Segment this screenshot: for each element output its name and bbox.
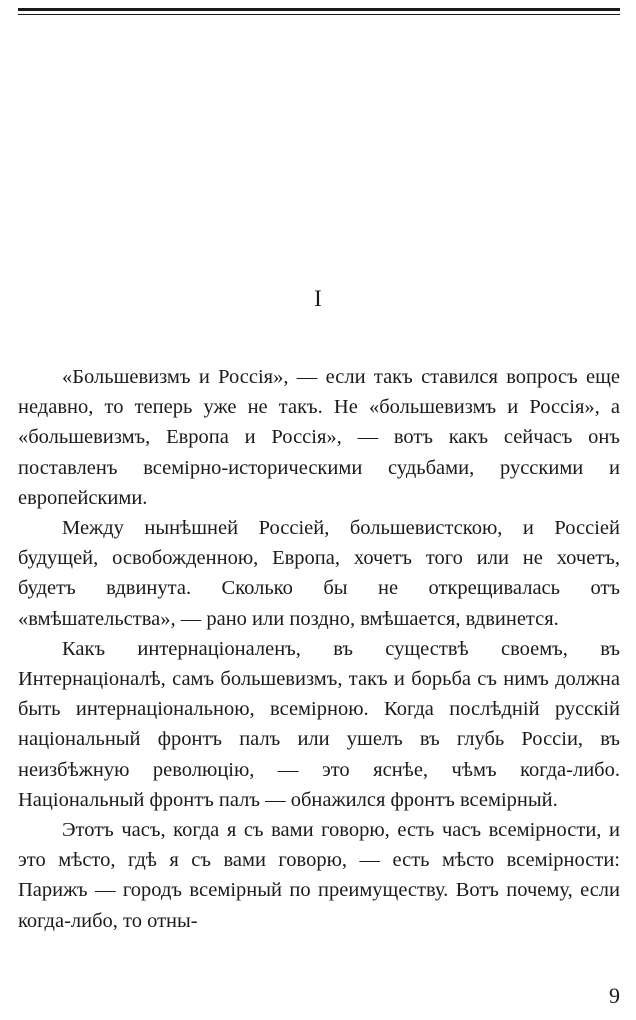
page-number: 9 — [609, 983, 620, 1008]
paragraph-2: Между нынѣшней Россіей, большевистскою, и Россіей будущей, освобожденною, Европа, хочетъ того или не хочетъ, будетъ вдвинута. Сколько бы не открещивалась отъ «вмѣшательства», — рано или поздно, вмѣшается, вдвинется. — [18, 517, 620, 630]
header-rule-thin-line — [18, 14, 620, 15]
header-rule-thick-line — [18, 8, 620, 11]
paragraph-3: Какъ интернаціоналенъ, въ существѣ своемъ, въ Интернаціоналѣ, самъ большевизмъ, такъ и борьба съ нимъ должна быть интернаціональною, всемірною. Когда послѣдній русскій національный фронтъ палъ или ушелъ въ глубь Россіи, въ неизбѣжную революцію, — это яснѣе, чѣмъ когда-либо. Національный фронтъ палъ — обнажился фронтъ всемірный. — [18, 637, 620, 811]
header-rule — [18, 8, 620, 15]
paragraph-4: Этотъ часъ, когда я съ вами говорю, есть часъ всемірности, и это мѣсто, гдѣ я съ вами говорю, — есть мѣсто всемірности: Парижъ — городъ всемірный по преимуществу. Вотъ почему, если когда-либо, то отны- — [18, 819, 620, 932]
body-text — [18, 362, 620, 936]
paragraph-1: «Большевизмъ и Россія», — если такъ ставился вопросъ еще недавно, то теперь уже не такъ. Не «большевизмъ и Россія», а «большевизмъ, Европа и Россія», — вотъ какъ сейчасъ онъ поставленъ всемірно-историческими судьбами, русскими и европейскими. — [18, 366, 620, 509]
chapter-number: I — [314, 286, 322, 311]
